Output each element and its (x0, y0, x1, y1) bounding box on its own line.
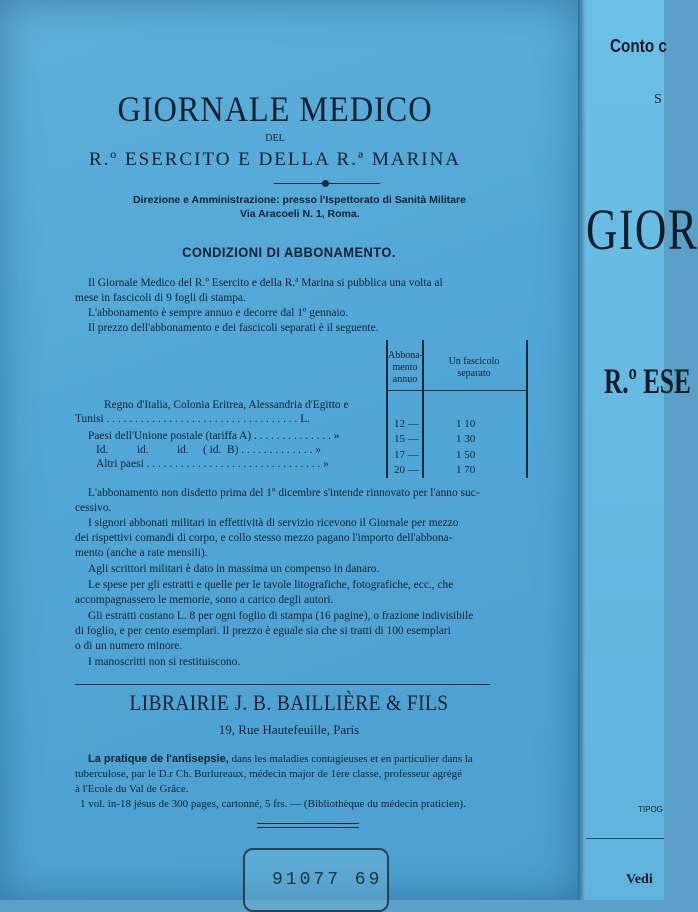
price-single: 1 10 (456, 418, 476, 430)
price-row-label: Id. id. id. ( id. B) . . . . . . . . . . . . . » (96, 444, 321, 456)
footer-double-rule (257, 823, 359, 824)
facing-tipografia: TIPOG (638, 805, 663, 814)
price-single: 1 50 (456, 449, 476, 461)
body-line: Agli scrittori militari è dato in massima un compenso in danaro. (88, 563, 380, 575)
price-annual: 17 — (394, 449, 419, 461)
title-rule-ornament (322, 180, 329, 187)
price-annual: 20 — (394, 464, 419, 476)
body-line: dei rispettivi comandi di corpo, e collo stesso mezzo pagano l'importo dell'abbona- (75, 532, 453, 544)
ad-line: tuberculose, par le D.r Ch. Burlureaux, médecin major de 1ère classe, professeur agrégé (75, 768, 462, 780)
book-spine (578, 0, 586, 900)
body-line: o di un numero minore. (75, 640, 183, 652)
body-line: Le spese per gli estratti e quelle per le tavole litografiche, fotografiche, ecc., che (88, 579, 454, 591)
body-line: di foglio, e per cento esemplari. Il prezzo è eguale sia che si tratti di 100 esemplari (75, 625, 451, 637)
journal-del: DEL (265, 133, 285, 144)
price-row-label: Altri paesi . . . . . . . . . . . . . . . . . . . . . . . . . . . . . . . » (96, 458, 329, 470)
facing-s: S (654, 92, 662, 107)
body-line: Gli estratti costano L. 8 per ogni foglio di stampa (16 pagine), o frazione indivisibile (88, 610, 474, 622)
library-stamp-number: 91077 69 (272, 870, 383, 890)
ad-line: 1 vol. in-18 jésus de 300 pages, cartonné, 5 frs. — (Bibliothèque du médecin praticien). (80, 798, 466, 810)
section-separator (75, 684, 490, 685)
intro-line: L'abbonamento è sempre annuo e decorre dal 1º gennaio. (88, 307, 349, 319)
ad-line: à l'Ecole du Val de Grâce. (75, 783, 189, 795)
body-line: I manoscritti non si restituiscono. (88, 656, 241, 668)
price-row-label: Tunisi . . . . . . . . . . . . . . . . . . . . . . . . . . . . . . . . . . L. (75, 413, 311, 425)
price-annual: 12 — (394, 418, 419, 430)
direction-line-2: Via Aracoeli N. 1, Roma. (240, 208, 360, 220)
direction-line-1: Direzione e Amministrazione: presso l'Ispettorato di Sanità Militare (133, 194, 466, 206)
price-row-label: Regno d'Italia, Colonia Eritrea, Alessandria d'Egitto e (104, 399, 349, 411)
intro-line: Il Giornale Medico del R.º Esercito e della R.ª Marina si pubblica una volta al (88, 277, 443, 289)
librairie-address: 19, Rue Hautefeuille, Paris (218, 722, 360, 737)
facing-title: GIOR (586, 197, 698, 262)
ad-line: La pratique de l'antisepsie, dans les maladies contagieuses et en particulier dans la (88, 753, 473, 765)
price-table-header-rule (386, 390, 526, 391)
body-line: cessivo. (75, 502, 112, 514)
price-annual: 15 — (394, 433, 419, 445)
facing-vedi: Vedi (626, 872, 653, 887)
body-line: L'abbonamento non disdetto prima del 1º dicembre s'intende rinnovato per l'anno suc- (88, 487, 480, 499)
price-row-label: Paesi dell'Unione postale (tariffa A) . . . . . . . . . . . . . . » (88, 430, 340, 442)
journal-title: GIORNALE MEDICO (117, 89, 433, 129)
body-line: I signori abbonati militari in effettività di servizio ricevono il Giornale per mezzo (88, 517, 459, 529)
facing-conto: Conto c (610, 36, 667, 56)
price-single: 1 70 (456, 464, 476, 476)
intro-line: mese in fascicoli di 9 fogli di stampa. (75, 292, 246, 304)
facing-subtitle: R.º ESE (604, 361, 691, 401)
librairie-name: LIBRAIRIE J. B. BAILLIÈRE & FILS (129, 690, 449, 715)
price-single: 1 30 (456, 433, 476, 445)
facing-page (586, 0, 698, 900)
journal-subtitle: R.º ESERCITO E DELLA R.ª MARINA (88, 149, 462, 170)
facing-rule (586, 838, 664, 839)
footer-double-rule (257, 827, 359, 828)
body-line: mento (anche a rate mensili). (75, 547, 208, 559)
body-line: accompagnassero le memorie, sono a carico degli autori. (75, 594, 334, 606)
intro-line: Il prezzo dell'abbonamento e dei fascicoli separati è il seguente. (88, 322, 379, 334)
annual-header: Abbona- mento annuo (388, 350, 423, 385)
single-issue-header: Un fascicolo separato (448, 356, 500, 379)
conditions-heading: CONDIZIONI DI ABBONAMENTO. (182, 244, 396, 260)
